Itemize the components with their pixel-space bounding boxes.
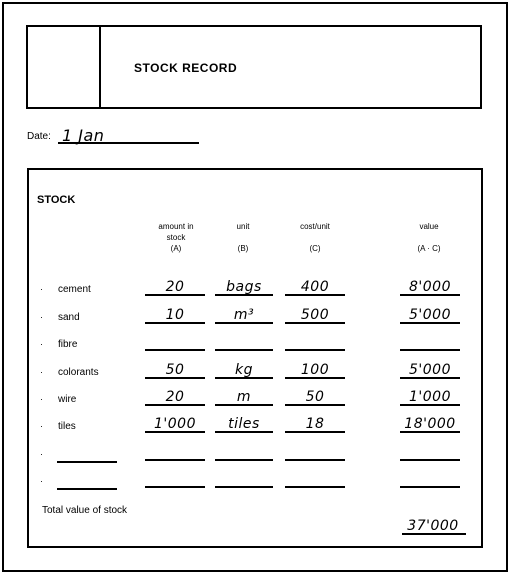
entry-line xyxy=(215,431,273,433)
row-label: tiles xyxy=(58,421,76,432)
unit-cell: m³ xyxy=(233,307,255,323)
entry-line xyxy=(145,404,205,406)
row-bullet: · xyxy=(40,312,43,322)
column-header-cost xyxy=(284,221,346,254)
unit-cell: tiles xyxy=(228,416,260,432)
row-bullet: · xyxy=(40,476,43,486)
value-cell: 5'000 xyxy=(409,307,451,323)
entry-line xyxy=(400,377,460,379)
entry-line xyxy=(215,486,273,488)
value-cell: 18'000 xyxy=(404,416,456,432)
entry-line xyxy=(215,294,273,296)
column-header-unit xyxy=(214,221,272,254)
column-header-line: (A · C) xyxy=(417,244,441,253)
total-label: Total value of stock xyxy=(42,505,128,516)
entry-line xyxy=(215,322,273,324)
column-header-line xyxy=(214,232,272,243)
header-box xyxy=(26,25,482,109)
column-header-value xyxy=(398,221,460,254)
unit-cell: bags xyxy=(226,279,262,295)
entry-line xyxy=(285,459,345,461)
cost-cell: 18 xyxy=(305,416,325,432)
row-label: colorants xyxy=(58,367,99,378)
row-label: fibre xyxy=(58,339,78,350)
unit-cell: kg xyxy=(235,362,253,378)
blank-item-line xyxy=(57,488,117,490)
cost-cell: 500 xyxy=(300,307,330,323)
entry-line xyxy=(285,294,345,296)
unit-cell: m xyxy=(236,389,252,405)
blank-item-line xyxy=(57,461,117,463)
entry-line xyxy=(215,349,273,351)
value-cell: 8'000 xyxy=(409,279,451,295)
entry-line xyxy=(215,459,273,461)
column-header-line: unit xyxy=(236,222,250,231)
column-header-amount xyxy=(145,221,207,254)
row-bullet: · xyxy=(40,449,43,459)
entry-line xyxy=(285,404,345,406)
entry-line xyxy=(145,294,205,296)
entry-line xyxy=(145,349,205,351)
date-value: 1 Jan xyxy=(62,126,105,145)
entry-line xyxy=(145,459,205,461)
amount-cell: 10 xyxy=(165,307,185,323)
entry-line xyxy=(145,322,205,324)
cost-cell: 100 xyxy=(300,362,330,378)
entry-line xyxy=(145,377,205,379)
entry-line xyxy=(145,486,205,488)
amount-cell: 20 xyxy=(165,279,185,295)
row-bullet: · xyxy=(40,339,43,349)
row-label: cement xyxy=(58,284,91,295)
entry-line xyxy=(400,459,460,461)
column-header-line: amount in xyxy=(158,222,194,231)
row-bullet: · xyxy=(40,421,43,431)
column-header-line: cost/unit xyxy=(300,222,330,231)
column-header-line: (A) xyxy=(170,244,182,253)
entry-line xyxy=(400,294,460,296)
entry-line xyxy=(215,377,273,379)
page-title: STOCK RECORD xyxy=(134,61,238,75)
amount-cell: 1'000 xyxy=(154,416,196,432)
entry-line xyxy=(400,349,460,351)
row-bullet: · xyxy=(40,367,43,377)
total-value: 37'000 xyxy=(407,518,459,534)
cost-cell: 400 xyxy=(300,279,330,295)
column-header-line: value xyxy=(419,222,439,231)
row-bullet: · xyxy=(40,394,43,404)
column-header-line: stock xyxy=(166,233,186,242)
column-header-line xyxy=(398,232,460,243)
column-header-line: (B) xyxy=(237,244,249,253)
column-header-line: (C) xyxy=(309,244,321,253)
row-label: sand xyxy=(58,312,80,323)
column-header-line xyxy=(284,232,346,243)
entry-line xyxy=(400,431,460,433)
entry-line xyxy=(215,404,273,406)
date-label: Date: xyxy=(27,131,51,142)
entry-line xyxy=(285,322,345,324)
date-line xyxy=(58,142,199,144)
entry-line xyxy=(285,377,345,379)
entry-line xyxy=(400,404,460,406)
row-label: wire xyxy=(58,394,77,405)
row-bullet: · xyxy=(40,284,43,294)
cost-cell: 50 xyxy=(305,389,325,405)
stock-title: STOCK xyxy=(37,194,76,206)
header-divider xyxy=(99,27,101,107)
entry-line xyxy=(285,349,345,351)
entry-line xyxy=(145,431,205,433)
amount-cell: 50 xyxy=(165,362,185,378)
amount-cell: 20 xyxy=(165,389,185,405)
entry-line xyxy=(285,431,345,433)
entry-line xyxy=(400,322,460,324)
value-cell: 5'000 xyxy=(409,362,451,378)
total-line xyxy=(402,533,466,535)
value-cell: 1'000 xyxy=(409,389,451,405)
entry-line xyxy=(400,486,460,488)
entry-line xyxy=(285,486,345,488)
